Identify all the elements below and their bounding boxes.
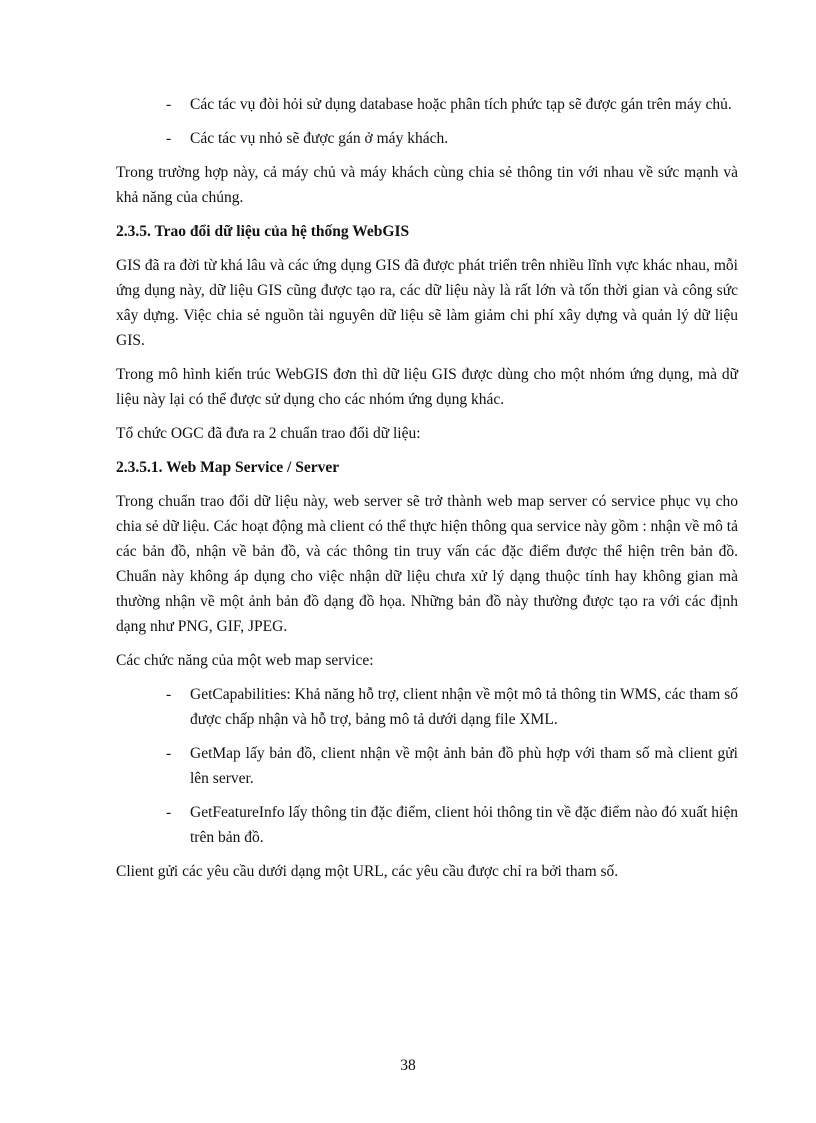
subsection-heading: 2.3.5.1. Web Map Service / Server xyxy=(116,459,340,476)
paragraph: Các chức năng của một web map service: xyxy=(116,652,374,669)
list-item-text: GetFeatureInfo lấy thông tin đặc điểm, client hỏi thông tin về đặc điểm nào đó xuất hiện trên bản đồ. xyxy=(190,804,738,846)
bullet-dash: - xyxy=(166,804,172,821)
list-item-text: Các tác vụ nhỏ sẽ được gán ở máy khách. xyxy=(190,130,449,147)
paragraph: Trong mô hình kiến trúc WebGIS đơn thì dữ liệu GIS được dùng cho một nhóm ứng dụng, mà dữ liệu này lại có thể được sử dụng cho các nhóm ứng dụng khác. xyxy=(116,366,738,408)
section-heading: 2.3.5. Trao đổi dữ liệu của hệ thống WebGIS xyxy=(116,223,410,240)
list-item xyxy=(116,126,738,151)
list-item xyxy=(116,92,738,117)
paragraph: Trong trường hợp này, cả máy chủ và máy khách cùng chia sẻ thông tin với nhau về sức mạnh và khả năng của chúng. xyxy=(116,164,738,206)
paragraph: Client gửi các yêu cầu dưới dạng một URL, các yêu cầu được chỉ ra bởi tham số. xyxy=(116,863,619,880)
list-item xyxy=(116,741,738,791)
document-body xyxy=(116,92,738,893)
bullet-dash: - xyxy=(166,130,172,147)
list-item xyxy=(116,682,738,732)
bullet-dash: - xyxy=(166,745,172,762)
list-item-text: GetMap lấy bản đồ, client nhận về một ảnh bản đồ phù hợp với tham số mà client gửi lên server. xyxy=(190,745,738,787)
bullet-dash: - xyxy=(166,96,172,113)
paragraph: GIS đã ra đời từ khá lâu và các ứng dụng GIS đã được phát triển trên nhiều lĩnh vực khác nhau, mỗi ứng dụng này, dữ liệu GIS cũng được tạo ra, các dữ liệu này là rất lớn và tốn thời gian và công sức xây dựng. Việc chia sẻ nguồn tài nguyên dữ liệu sẽ làm giảm chi phí xây dựng và quản lý dữ liệu GIS. xyxy=(116,257,738,349)
page-number: 38 xyxy=(400,1057,416,1074)
bullet-dash: - xyxy=(166,686,172,703)
paragraph: Trong chuẩn trao đổi dữ liệu này, web server sẽ trở thành web map server có service phục vụ cho chia sẻ dữ liệu. Các hoạt động mà client có thể thực hiện thông qua service này gồm : nhận về mô tả các bản đồ, nhận về bản đồ, và các thông tin truy vấn các đặc điểm được thể hiện trên bản đồ. Chuẩn này không áp dụng cho việc nhận dữ liệu chưa xử lý dạng thuộc tính hay không gian mà thường nhận về một ảnh bản đồ dạng đồ họa. Những bản đồ này thường được tạo ra với các định dạng như PNG, GIF, JPEG. xyxy=(116,493,738,635)
list-item xyxy=(116,800,738,850)
paragraph: Tổ chức OGC đã đưa ra 2 chuẩn trao đổi dữ liệu: xyxy=(116,425,421,442)
list-item-text: Các tác vụ đòi hỏi sử dụng database hoặc phân tích phức tạp sẽ được gán trên máy chủ. xyxy=(190,96,732,113)
list-item-text: GetCapabilities: Khả năng hỗ trợ, client nhận về một mô tả thông tin WMS, các tham số được chấp nhận và hỗ trợ, bảng mô tả dưới dạng file XML. xyxy=(190,686,738,728)
